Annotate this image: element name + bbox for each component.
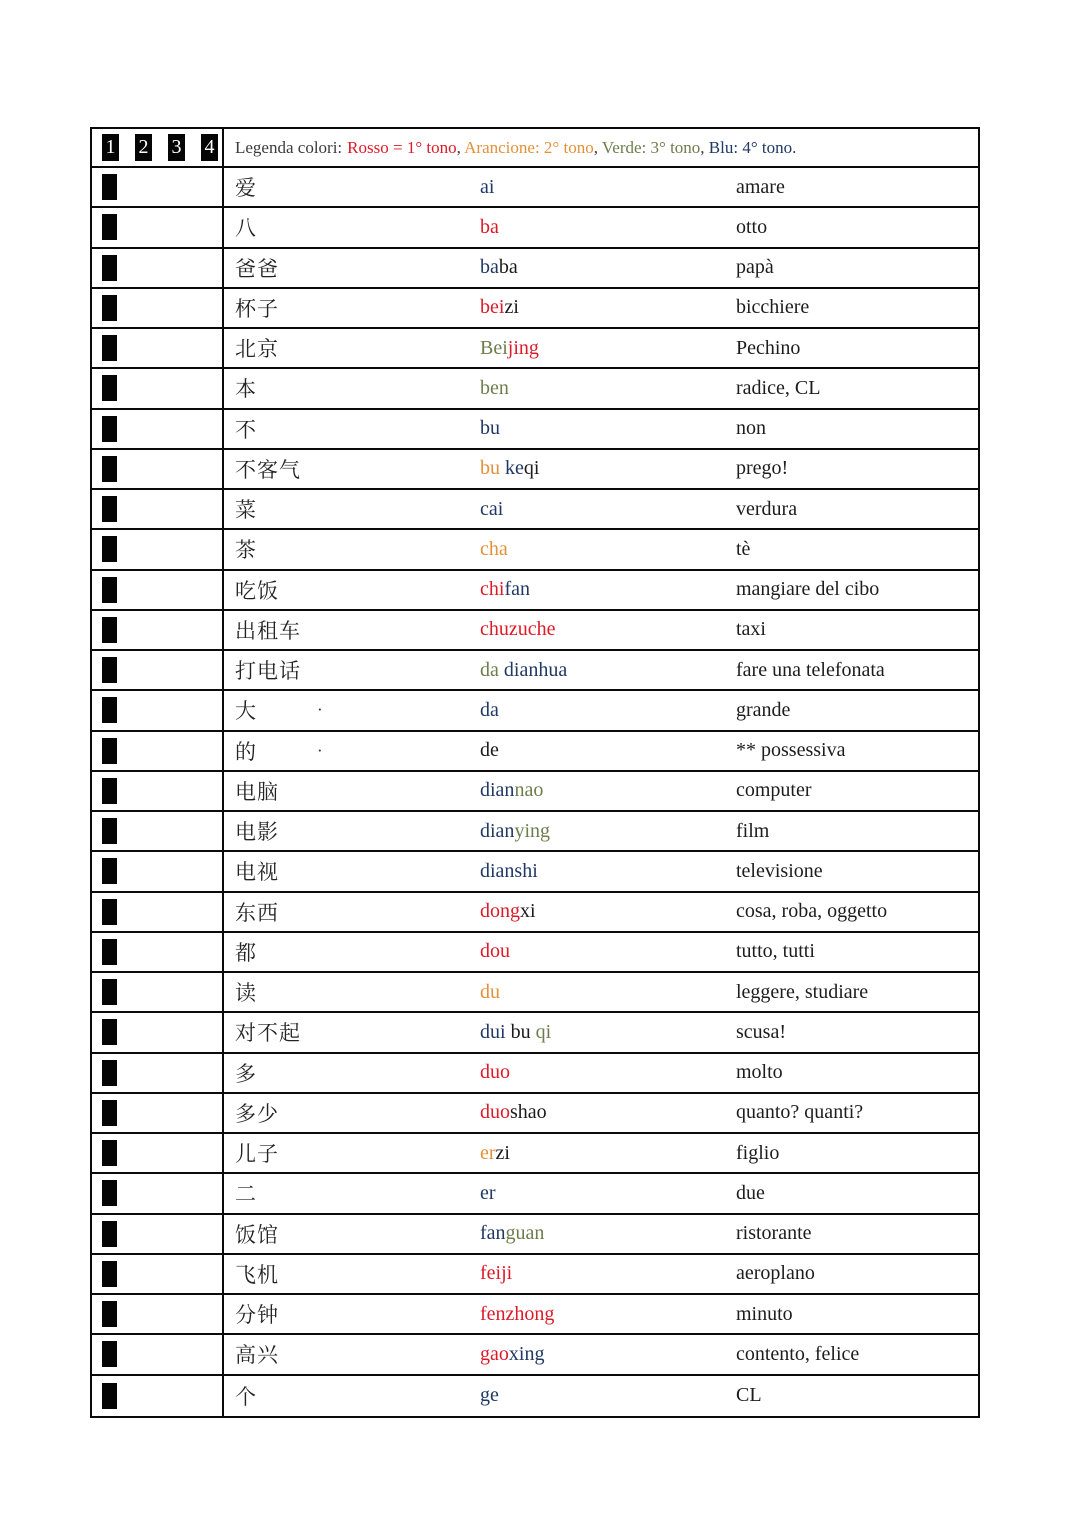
legend-part: Rosso = 1° tono — [347, 137, 457, 157]
pinyin-syllable: ben — [480, 376, 509, 399]
tone-marker-bar — [102, 1100, 117, 1126]
tone-marker-cell — [92, 1013, 224, 1051]
pinyin-syllable: zi — [504, 296, 519, 319]
pinyin-syllable: er — [480, 1181, 496, 1204]
vocab-row — [92, 1134, 978, 1174]
italian-translation: mangiare del cibo — [736, 578, 880, 601]
legend-label: Legenda colori: — [235, 137, 343, 157]
vocab-row — [92, 530, 978, 570]
pinyin-syllable: nao — [514, 779, 544, 802]
pinyin-syllable: ba — [480, 256, 499, 279]
tone-number-box: 1 — [102, 134, 119, 161]
pinyin-cell — [467, 329, 729, 367]
pinyin-syllable: chuzuche — [480, 618, 556, 641]
pinyin-cell — [467, 772, 729, 810]
vocab-row — [92, 651, 978, 691]
pinyin-syllable: dian — [480, 819, 515, 842]
vocab-row — [92, 410, 978, 450]
italian-translation: grande — [736, 698, 791, 721]
hanzi-text: 的 — [235, 739, 257, 764]
pinyin-cell — [467, 1335, 729, 1373]
pinyin-syllable: gao — [480, 1342, 509, 1365]
tone-marker-bar — [102, 697, 117, 723]
hanzi-text: 电影 — [235, 820, 279, 845]
tone-marker-cell — [92, 691, 224, 729]
vocab-row — [92, 893, 978, 933]
pinyin-cell — [467, 1054, 729, 1092]
tone-marker-cell — [92, 651, 224, 689]
tone-marker-bar — [102, 577, 117, 603]
pinyin-cell — [467, 1255, 729, 1293]
legend-part: , — [456, 137, 465, 157]
vocab-row — [92, 1094, 978, 1134]
pinyin-cell — [467, 168, 729, 206]
pinyin-syllable: ke — [505, 457, 524, 480]
hanzi-text: 爱 — [235, 176, 257, 201]
tone-marker-cell — [92, 329, 224, 367]
pinyin-cell — [467, 933, 729, 971]
vocab-row — [92, 732, 978, 772]
pinyin-syllable: xing — [508, 1342, 545, 1365]
hanzi-text: 茶 — [235, 538, 257, 563]
vocab-row — [92, 289, 978, 329]
hanzi-cell — [224, 651, 467, 689]
tone-marker-cell — [92, 1054, 224, 1092]
pinyin-syllable: dian — [480, 779, 515, 802]
vocab-row — [92, 1335, 978, 1375]
tone-marker-cell — [92, 1215, 224, 1253]
tone-marker-cell — [92, 772, 224, 810]
hanzi-text: 北京 — [235, 337, 279, 362]
tone-number-box: 3 — [168, 134, 185, 161]
pinyin-syllable: fenzhong — [480, 1302, 555, 1325]
pinyin-syllable: cha — [480, 537, 508, 560]
hanzi-text: 杯子 — [235, 296, 279, 321]
pinyin-syllable: bu — [505, 1020, 536, 1043]
tone-marker-bar — [102, 456, 117, 482]
pinyin-syllable: de — [480, 739, 499, 762]
hanzi-cell — [224, 893, 467, 931]
tone-marker-cell — [92, 249, 224, 287]
tone-marker-bar — [102, 858, 117, 884]
italian-translation: minuto — [736, 1302, 793, 1325]
vocab-row — [92, 571, 978, 611]
hanzi-text: 二 — [235, 1182, 257, 1207]
hanzi-cell — [224, 973, 467, 1011]
pinyin-syllable: ying — [514, 819, 550, 842]
hanzi-cell — [224, 369, 467, 407]
pinyin-syllable: qi — [535, 1020, 552, 1043]
hanzi-cell — [224, 1013, 467, 1051]
pinyin-syllable: ba — [498, 256, 518, 279]
hanzi-text: 多少 — [235, 1101, 279, 1126]
tone-marker-bar — [102, 657, 117, 683]
hanzi-text: 打电话 — [235, 659, 301, 684]
legend-part: , — [593, 137, 602, 157]
hanzi-cell — [224, 691, 467, 729]
tone-marker-cell — [92, 611, 224, 649]
pinyin-syllable: duo — [480, 1101, 510, 1124]
vocab-row — [92, 168, 978, 208]
hanzi-text: 读 — [235, 981, 257, 1006]
vocab-row — [92, 772, 978, 812]
italian-translation: verdura — [736, 497, 798, 520]
hanzi-cell — [224, 1376, 467, 1416]
vocab-row — [92, 691, 978, 731]
tone-marker-bar — [102, 1140, 117, 1166]
italian-translation: tutto, tutti — [736, 940, 815, 963]
pinyin-syllable: ba — [480, 215, 499, 238]
legend-part: Verde: 3° tono — [601, 137, 701, 157]
vocab-row — [92, 933, 978, 973]
hanzi-cell — [224, 611, 467, 649]
hanzi-cell — [224, 1094, 467, 1132]
pinyin-syllable: Bei — [480, 336, 508, 359]
pinyin-syllable: chi — [480, 578, 505, 601]
pinyin-syllable: bu — [480, 457, 500, 480]
hanzi-text: 大 — [235, 699, 257, 724]
legend-row — [92, 129, 978, 168]
tone-marker-bar — [102, 416, 117, 442]
tone-marker-bar — [102, 939, 117, 965]
stray-dot-mark: · — [317, 740, 323, 760]
hanzi-text: 高兴 — [235, 1343, 279, 1368]
italian-translation: non — [736, 417, 766, 440]
hanzi-cell — [224, 933, 467, 971]
italian-translation: computer — [736, 779, 812, 802]
hanzi-cell — [224, 571, 467, 609]
italian-translation: papà — [736, 256, 774, 279]
italian-translation: figlio — [736, 1141, 780, 1164]
vocab-row — [92, 369, 978, 409]
legend-part: . — [792, 137, 797, 157]
pinyin-syllable: fan — [480, 1222, 506, 1245]
pinyin-syllable: fan — [504, 578, 530, 601]
pinyin-syllable: dong — [480, 900, 520, 923]
pinyin-cell — [467, 611, 729, 649]
pinyin-syllable: xi — [520, 900, 536, 923]
vocab-row — [92, 1255, 978, 1295]
hanzi-text: 菜 — [235, 498, 257, 523]
pinyin-syllable: da — [480, 658, 499, 681]
tone-marker-bar — [102, 1019, 117, 1045]
tone-marker-cell — [92, 852, 224, 890]
pinyin-cell — [467, 369, 729, 407]
pinyin-cell — [467, 1376, 729, 1416]
italian-translation: due — [736, 1181, 765, 1204]
hanzi-cell — [224, 852, 467, 890]
hanzi-cell — [224, 732, 467, 770]
tone-marker-bar — [102, 1301, 117, 1327]
pinyin-cell — [467, 410, 729, 448]
hanzi-cell — [224, 1335, 467, 1373]
pinyin-cell — [467, 1295, 729, 1333]
tone-marker-bar — [102, 174, 117, 200]
vocab-row — [92, 1295, 978, 1335]
pinyin-syllable: shao — [510, 1101, 547, 1124]
pinyin-cell — [467, 1094, 729, 1132]
tone-marker-cell — [92, 1174, 224, 1212]
italian-translation: televisione — [736, 859, 823, 882]
italian-translation: ** possessiva — [736, 739, 846, 762]
italian-translation: contento, felice — [736, 1342, 860, 1365]
hanzi-text: 饭馆 — [235, 1222, 279, 1247]
pinyin-syllable: duo — [480, 1061, 510, 1084]
pinyin-cell — [467, 1215, 729, 1253]
tone-marker-cell — [92, 973, 224, 1011]
pinyin-syllable: dui — [480, 1020, 506, 1043]
hanzi-text: 分钟 — [235, 1303, 279, 1328]
pinyin-cell — [467, 732, 729, 770]
vocab-row — [92, 329, 978, 369]
pinyin-cell — [467, 490, 729, 528]
vocab-row — [92, 812, 978, 852]
hanzi-cell — [224, 1215, 467, 1253]
tone-marker-bar — [102, 979, 117, 1005]
hanzi-cell — [224, 1134, 467, 1172]
tone-marker-bar — [102, 295, 117, 321]
italian-translation: scusa! — [736, 1020, 786, 1043]
hanzi-cell — [224, 1054, 467, 1092]
hanzi-cell — [224, 772, 467, 810]
hanzi-text: 不 — [235, 417, 257, 442]
tone-marker-bar — [102, 1060, 117, 1086]
hanzi-cell — [224, 530, 467, 568]
hanzi-text: 东西 — [235, 900, 279, 925]
legend-part: Arancione: 2° tono — [464, 137, 594, 157]
tone-marker-cell — [92, 450, 224, 488]
tone-marker-bar — [102, 375, 117, 401]
vocab-row — [92, 249, 978, 289]
pinyin-syllable: da — [480, 698, 499, 721]
hanzi-cell — [224, 249, 467, 287]
italian-translation: taxi — [736, 618, 766, 641]
hanzi-text: 爸爸 — [235, 256, 279, 281]
vocab-row — [92, 611, 978, 651]
italian-translation: aeroplano — [736, 1262, 815, 1285]
pinyin-cell — [467, 249, 729, 287]
pinyin-syllable: feiji — [480, 1262, 513, 1285]
pinyin-cell — [467, 1134, 729, 1172]
hanzi-cell — [224, 1174, 467, 1212]
pinyin-cell — [467, 208, 729, 246]
hanzi-cell — [224, 168, 467, 206]
tone-number-box: 4 — [201, 134, 218, 161]
italian-translation: prego! — [736, 457, 789, 480]
tone-marker-bar — [102, 818, 117, 844]
vocab-row — [92, 208, 978, 248]
hanzi-text: 八 — [235, 216, 257, 241]
pinyin-syllable: guan — [505, 1222, 545, 1245]
pinyin-syllable: ge — [480, 1384, 499, 1407]
vocab-row — [92, 490, 978, 530]
italian-translation: tè — [736, 537, 751, 560]
tone-marker-cell — [92, 1255, 224, 1293]
tone-marker-cell — [92, 490, 224, 528]
pinyin-syllable: zi — [495, 1141, 510, 1164]
tone-marker-bar — [102, 899, 117, 925]
tone-marker-cell — [92, 168, 224, 206]
tone-marker-bar — [102, 1180, 117, 1206]
vocab-row — [92, 1215, 978, 1255]
tone-marker-bar — [102, 1383, 117, 1409]
pinyin-syllable: jing — [507, 336, 539, 359]
italian-translation: quanto? quanti? — [736, 1101, 864, 1124]
tone-marker-cell — [92, 571, 224, 609]
hanzi-text: 本 — [235, 377, 257, 402]
pinyin-syllable: cai — [480, 497, 504, 520]
italian-translation: molto — [736, 1061, 783, 1084]
italian-translation: cosa, roba, oggetto — [736, 900, 888, 923]
tone-marker-bar — [102, 255, 117, 281]
pinyin-cell — [467, 973, 729, 1011]
tone-marker-cell — [92, 208, 224, 246]
hanzi-text: 电脑 — [235, 779, 279, 804]
pinyin-syllable: ai — [480, 175, 495, 198]
vocab-row — [92, 1174, 978, 1214]
legend-cell — [224, 129, 978, 166]
italian-translation: amare — [736, 175, 785, 198]
pinyin-cell — [467, 852, 729, 890]
tone-marker-bar — [102, 617, 117, 643]
tone-marker-cell — [92, 289, 224, 327]
vocab-table — [90, 127, 980, 1418]
italian-translation: ristorante — [736, 1222, 812, 1245]
hanzi-cell — [224, 289, 467, 327]
vocab-row — [92, 973, 978, 1013]
tone-number-cell — [92, 129, 224, 166]
pinyin-syllable: bu — [480, 417, 500, 440]
pinyin-syllable: dianshi — [480, 859, 538, 882]
hanzi-cell — [224, 490, 467, 528]
pinyin-cell — [467, 691, 729, 729]
hanzi-cell — [224, 1255, 467, 1293]
tone-marker-cell — [92, 933, 224, 971]
hanzi-cell — [224, 410, 467, 448]
tone-marker-bar — [102, 1341, 117, 1367]
hanzi-text: 电视 — [235, 860, 279, 885]
tone-marker-bar — [102, 214, 117, 240]
pinyin-cell — [467, 571, 729, 609]
legend-part: , — [700, 137, 709, 157]
pinyin-cell — [467, 530, 729, 568]
pinyin-syllable: dou — [480, 940, 510, 963]
pinyin-cell — [467, 450, 729, 488]
tone-marker-cell — [92, 410, 224, 448]
pinyin-cell — [467, 812, 729, 850]
italian-translation: Pechino — [736, 336, 801, 359]
tone-marker-bar — [102, 1261, 117, 1287]
italian-translation: CL — [736, 1384, 762, 1407]
italian-translation: fare una telefonata — [736, 658, 885, 681]
hanzi-text: 儿子 — [235, 1142, 279, 1167]
pinyin-cell — [467, 1174, 729, 1212]
hanzi-text: 吃饭 — [235, 578, 279, 603]
tone-marker-cell — [92, 812, 224, 850]
tone-marker-cell — [92, 1094, 224, 1132]
tone-number-box: 2 — [135, 134, 152, 161]
hanzi-cell — [224, 450, 467, 488]
hanzi-text: 都 — [235, 940, 257, 965]
tone-marker-bar — [102, 335, 117, 361]
hanzi-cell — [224, 208, 467, 246]
tone-marker-bar — [102, 536, 117, 562]
hanzi-text: 飞机 — [235, 1262, 279, 1287]
pinyin-cell — [467, 1013, 729, 1051]
tone-marker-cell — [92, 1134, 224, 1172]
hanzi-text: 个 — [235, 1384, 257, 1409]
pinyin-cell — [467, 289, 729, 327]
tone-marker-bar — [102, 1221, 117, 1247]
hanzi-cell — [224, 1295, 467, 1333]
pinyin-cell — [467, 651, 729, 689]
pinyin-cell — [467, 893, 729, 931]
tone-marker-bar — [102, 778, 117, 804]
tone-marker-bar — [102, 496, 117, 522]
hanzi-text: 不客气 — [235, 457, 301, 482]
tone-marker-cell — [92, 369, 224, 407]
vocab-row — [92, 1376, 978, 1416]
hanzi-cell — [224, 812, 467, 850]
pinyin-syllable: er — [480, 1141, 496, 1164]
tone-marker-cell — [92, 1295, 224, 1333]
pinyin-syllable: bei — [480, 296, 505, 319]
italian-translation: otto — [736, 215, 768, 238]
pinyin-syllable: du — [480, 980, 500, 1003]
vocab-row — [92, 1013, 978, 1053]
tone-marker-cell — [92, 1335, 224, 1373]
vocab-row — [92, 450, 978, 490]
stray-dot-mark: · — [317, 700, 323, 720]
hanzi-text: 对不起 — [235, 1021, 301, 1046]
tone-marker-cell — [92, 893, 224, 931]
hanzi-cell — [224, 329, 467, 367]
vocab-row — [92, 1054, 978, 1094]
hanzi-text: 出租车 — [235, 618, 301, 643]
tone-marker-cell — [92, 732, 224, 770]
italian-translation: radice, CL — [736, 376, 821, 399]
pinyin-syllable: dianhua — [503, 658, 568, 681]
italian-translation: film — [736, 819, 770, 842]
hanzi-text: 多 — [235, 1061, 257, 1086]
vocab-row — [92, 852, 978, 892]
legend-part: Blu: 4° tono — [708, 137, 793, 157]
italian-translation: leggere, studiare — [736, 980, 869, 1003]
italian-translation: bicchiere — [736, 296, 810, 319]
tone-marker-cell — [92, 1376, 224, 1416]
pinyin-syllable: qi — [523, 457, 540, 480]
tone-marker-cell — [92, 530, 224, 568]
tone-marker-bar — [102, 738, 117, 764]
